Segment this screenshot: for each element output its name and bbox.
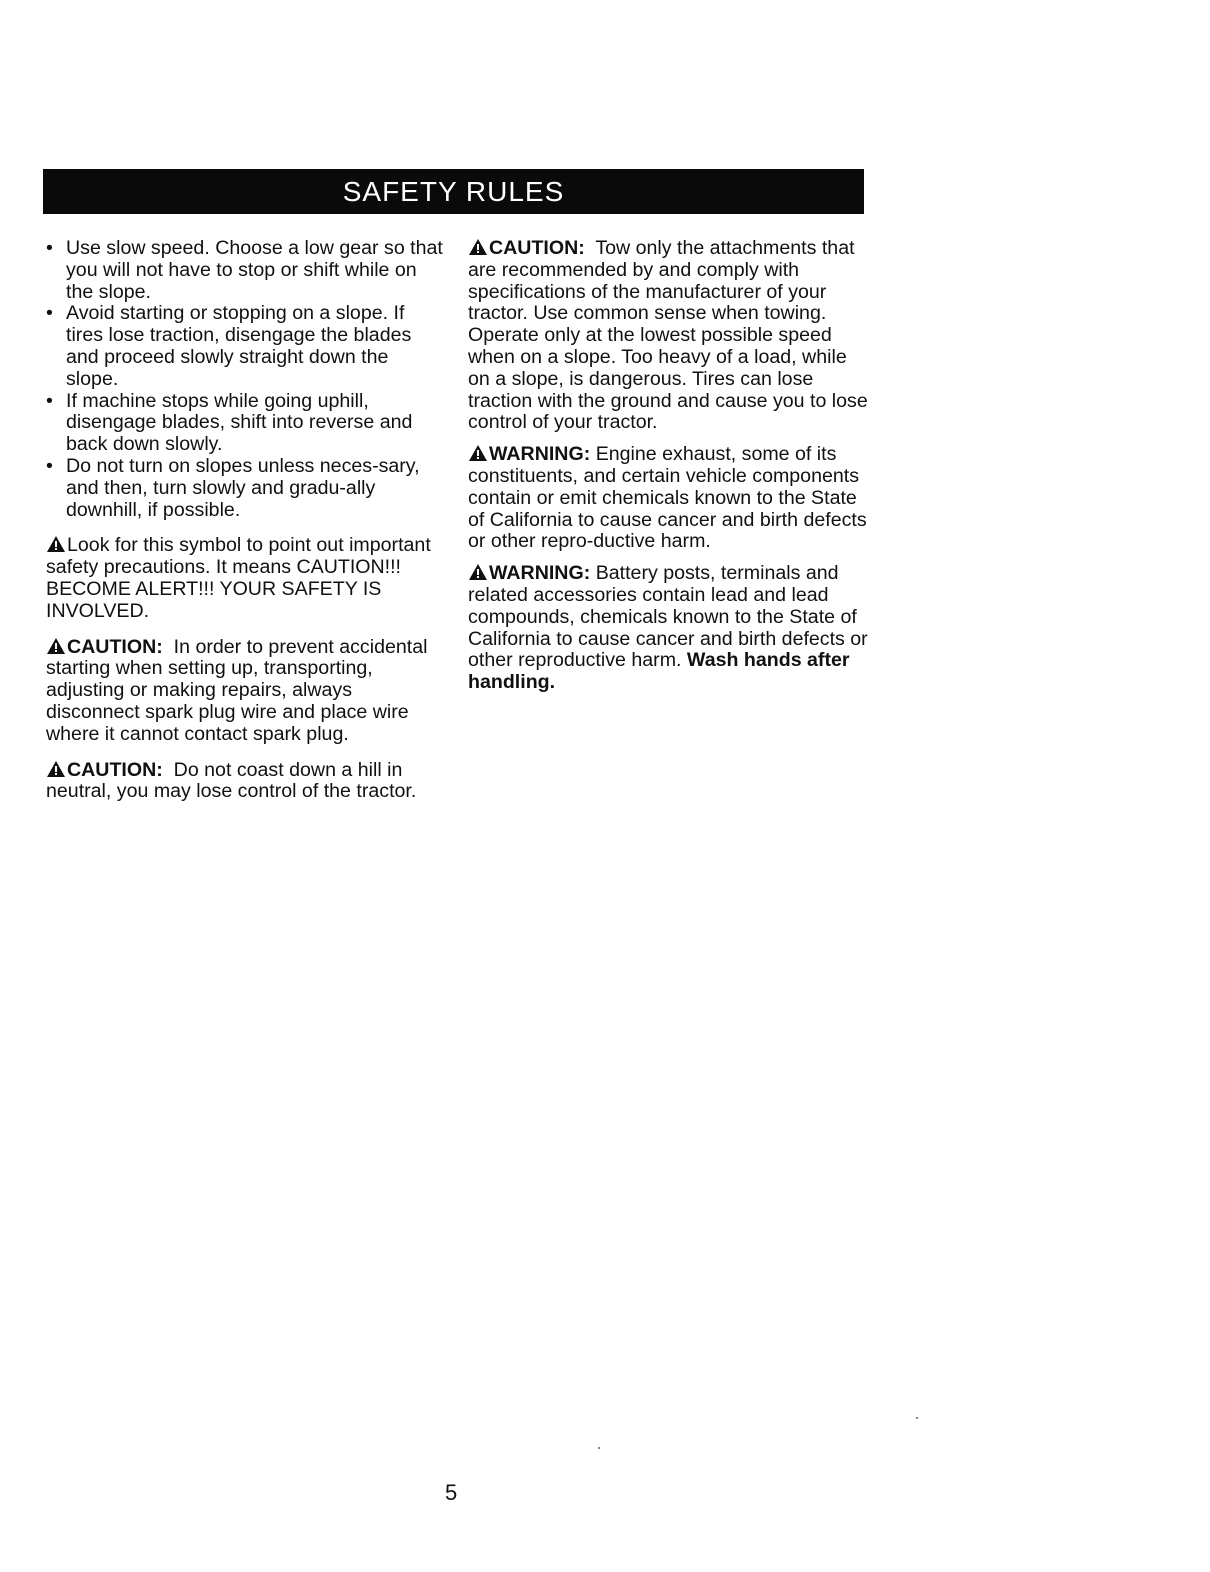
warning-text: Battery posts, terminals and related accessories contain lead and lead compounds, chemicals known to the State of California to cause cancer and birth defects or other reproductive harm. bbox=[468, 562, 868, 672]
caution-text: Do not coast down a hill in neutral, you may lose control of the tractor. bbox=[46, 758, 417, 803]
caution-notice bbox=[46, 637, 446, 746]
warning-notice bbox=[468, 563, 868, 694]
caution-label: CAUTION: bbox=[67, 635, 163, 658]
list-item: • Do not turn on slopes unless neces-sary, and then, turn slowly and gradu-ally downhill, if possible. bbox=[46, 456, 446, 521]
warning-notice bbox=[468, 444, 868, 553]
scan-speck bbox=[598, 1447, 600, 1449]
caution-label: CAUTION: bbox=[489, 237, 585, 259]
left-column bbox=[46, 238, 446, 803]
symbol-note bbox=[46, 535, 446, 622]
warning-label: WARNING: bbox=[489, 562, 591, 585]
wash-hands-emphasis: Wash hands after handling. bbox=[468, 649, 850, 694]
warning-label: WARNING: bbox=[489, 443, 591, 466]
scan-speck bbox=[916, 1417, 918, 1419]
caution-text: Tow only the attachments that are recommended by and comply with specifications of the manufacturer of your tractor. Use common sense when towing. Operate only at the lowest possible speed when on a slope. Too heavy of a load, while on a slope, is dangerous. Tires can lose traction with the ground and cause you to lose control of your tractor. bbox=[468, 237, 868, 434]
section-header bbox=[43, 169, 864, 214]
right-column bbox=[468, 238, 868, 694]
warning-triangle-icon bbox=[468, 563, 488, 581]
warning-triangle-icon bbox=[46, 637, 66, 655]
warning-triangle-icon bbox=[468, 444, 488, 462]
slope-tips-list bbox=[46, 238, 446, 521]
caution-notice bbox=[468, 238, 868, 434]
list-item: • If machine stops while going uphill, disengage blades, shift into reverse and back down slowly. bbox=[46, 391, 446, 456]
caution-text: In order to prevent accidental starting when setting up, transporting, adjusting or making repairs, always disconnect spark plug wire and place wire where it cannot contact spark plug. bbox=[46, 635, 428, 745]
warning-triangle-icon bbox=[46, 535, 66, 553]
caution-label: CAUTION: bbox=[67, 758, 163, 781]
list-item: • Avoid starting or stopping on a slope. If tires lose traction, disengage the blades and proceed slowly straight down the slope. bbox=[46, 303, 446, 390]
section-title: SAFETY RULES bbox=[342, 175, 565, 207]
page-number: 5 bbox=[445, 1480, 458, 1505]
symbol-note-text: Look for this symbol to point out important safety precautions. It means CAUTION!!! BECOME ALERT!!! YOUR SAFETY IS INVOLVED. bbox=[46, 534, 431, 622]
warning-triangle-icon bbox=[468, 238, 488, 256]
warning-text: Engine exhaust, some of its constituents, and certain vehicle components contain or emit chemicals known to the State of California to cause cancer and birth defects or other repro-ductive harm. bbox=[468, 443, 867, 553]
caution-notice bbox=[46, 760, 446, 804]
warning-triangle-icon bbox=[46, 760, 66, 778]
list-item: • Use slow speed. Choose a low gear so that you will not have to stop or shift while on the slope. bbox=[46, 238, 446, 303]
